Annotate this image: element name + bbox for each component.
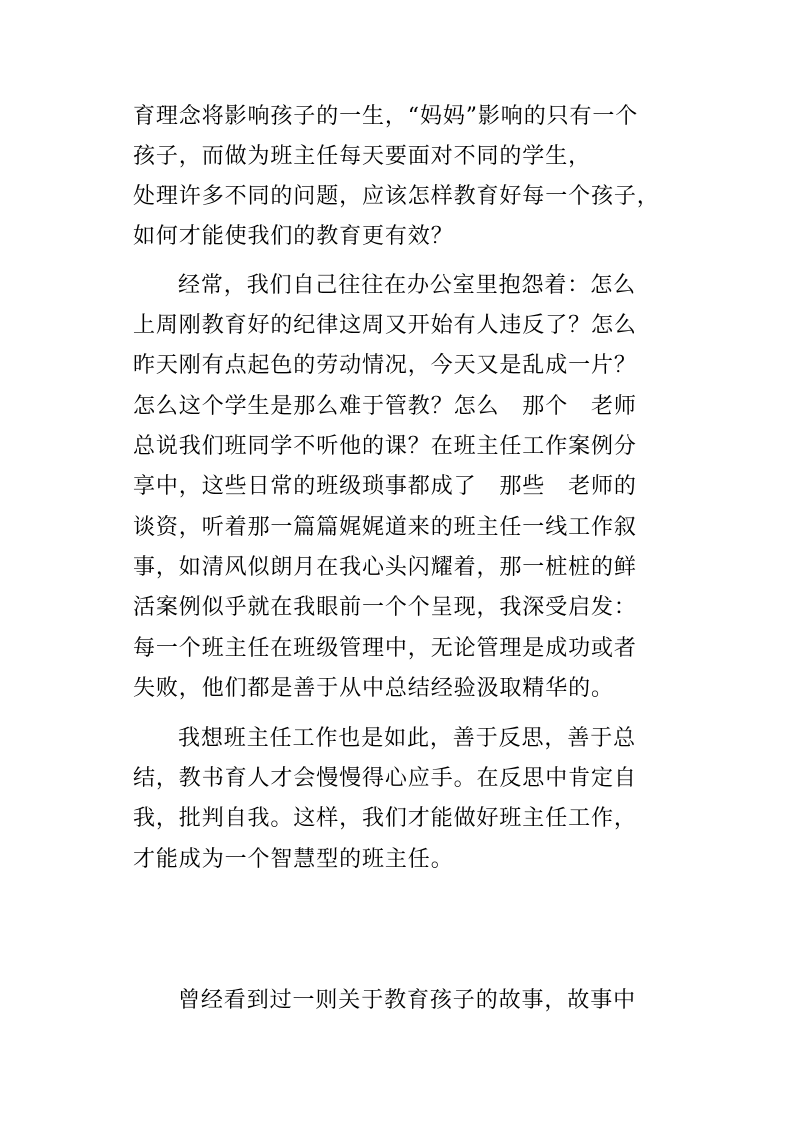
text-line: 失败，他们都是善于从中总结经验汲取精华的。 <box>133 676 614 701</box>
text-line: 怎么这个学生是那么难于管教？怎么 那个 老师 <box>133 394 637 419</box>
text-line: 孩子，而做为班主任每天要面对不同的学生， <box>133 144 592 169</box>
text-line: 我，批判自我。这样，我们才能做好班主任工作， <box>133 806 637 831</box>
text-line: 谈资，听着那一篇篇娓娓道来的班主任一线工作叙 <box>133 515 637 540</box>
paragraph-first-line: 我想班主任工作也是如此，善于反思，善于总 <box>178 726 637 751</box>
text-line: 才能成为一个智慧型的班主任。 <box>133 847 454 872</box>
text-line: 上周刚教育好的纪律这周又开始有人违反了？怎么 <box>133 313 637 338</box>
text-line: 处理许多不同的问题，应该怎样教育好每一个孩子， <box>133 184 660 209</box>
text-line: 总说我们班同学不听他的课？在班主任工作案例分 <box>133 434 637 459</box>
text-line: 每一个班主任在班级管理中，无论管理是成功或者 <box>133 636 637 661</box>
paragraph-first-line: 曾经看到过一则关于教育孩子的故事，故事中 <box>178 988 637 1013</box>
text-line: 结，教书育人才会慢慢得心应手。在反思中肯定自 <box>133 766 637 791</box>
text-line: 活案例似乎就在我眼前一个个呈现，我深受启发： <box>133 595 637 620</box>
paragraph-first-line: 经常，我们自己往往在办公室里抱怨着：怎么 <box>178 273 637 298</box>
text-line: 昨天刚有点起色的劳动情况，今天又是乱成一片？ <box>133 353 637 378</box>
text-line: 事，如清风似朗月在我心头闪耀着，那一桩桩的鲜 <box>133 555 637 580</box>
text-line: 如何才能使我们的教育更有效？ <box>133 224 454 249</box>
text-line: 享中，这些日常的班级琐事都成了 那些 老师的 <box>133 474 637 499</box>
text-line: 育理念将影响孩子的一生，“妈妈”影响的只有一个 <box>133 104 639 129</box>
